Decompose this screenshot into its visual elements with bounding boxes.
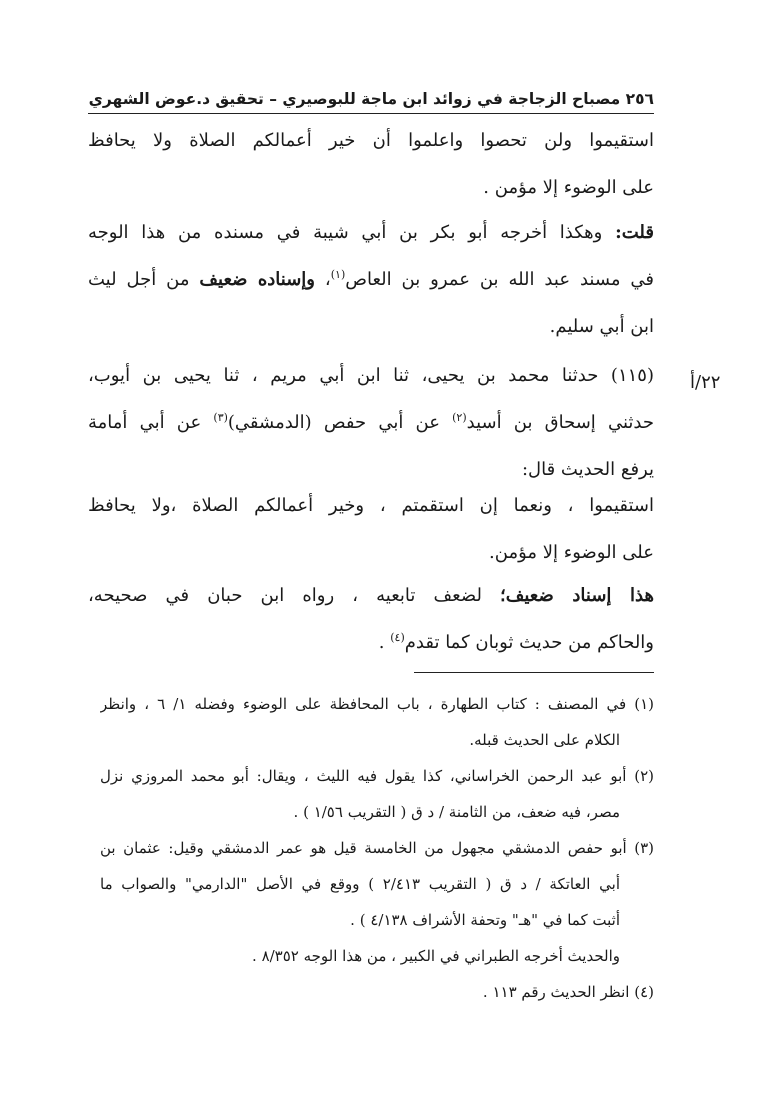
- running-header: ٢٥٦ مصباح الزجاجة في زوائد ابن ماجة للبوصيري – تحقيق د.عوض الشهري: [88, 90, 654, 108]
- paragraph-5: [88, 572, 654, 666]
- footnote-3-line: (٣) أبو حفص الدمشقي مجهول من الخامسة قيل هو عمر الدمشقي وقيل: عثمان بن: [100, 839, 654, 857]
- text-span: لضعف تابعيه ، رواه ابن حبان في صحيحه،: [88, 585, 501, 606]
- footnote-ref-1: (١): [330, 268, 346, 281]
- paragraph-4: [88, 482, 654, 576]
- text-line: (١١٥) حدثنا محمد بن يحيى، ثنا ابن أبي مريم ، ثنا يحيى بن أيوب،: [88, 365, 654, 386]
- text-line: يرفع الحديث قال:: [521, 459, 654, 480]
- footnotes: [100, 686, 654, 1010]
- footnote-1-line: (١) في المصنف : كتاب الطهارة ، باب المحافظة على الوضوء وفضله ١/ ٦ ، وانظر: [100, 695, 654, 713]
- paragraph-2: [88, 209, 654, 350]
- text-line: [88, 399, 654, 446]
- text-line: [88, 209, 654, 256]
- paragraph-1: [88, 117, 654, 211]
- bold-phrase: وإسناده ضعيف: [199, 269, 316, 290]
- text-line: على الوضوء إلا مؤمن .: [483, 177, 654, 198]
- margin-folio-note: ٢٢/أ: [690, 372, 721, 393]
- footnote-1-line: الكلام على الحديث قبله.: [469, 731, 620, 749]
- text-span: وهكذا أخرجه أبو بكر بن أبي شيبة في مسنده من هذا الوجه: [88, 222, 616, 243]
- text-span: عن أبي حفص (الدمشقي): [227, 412, 453, 433]
- footnote-ref-4: (٤): [390, 631, 405, 644]
- text-line: ابن أبي سليم.: [549, 316, 654, 337]
- text-span: ،: [315, 269, 331, 290]
- footnote-3-line: أثبت كما في "هـ" وتحفة الأشراف ٤/١٣٨ ) .: [350, 911, 620, 929]
- text-span: .: [378, 632, 391, 653]
- paragraph-3: [88, 352, 654, 493]
- text-span: من أجل ليث: [88, 269, 200, 290]
- footnote-ref-3: (٣): [213, 411, 228, 424]
- footnote-3-line: أبي العاتكة / د ق ( التقريب ٢/٤١٣ ) ووقع في الأصل "الدارمي" والصواب ما: [100, 875, 620, 893]
- footnote-ref-2: (٢): [452, 411, 467, 424]
- text-span: والحاكم من حديث ثوبان كما تقدم: [404, 632, 654, 653]
- qultu-lead: قلت:: [615, 222, 654, 243]
- footnote-separator: [414, 672, 654, 673]
- footnote-2-line: (٢) أبو عبد الرحمن الخراساني، كذا يقول فيه الليث ، ويقال: أبو محمد المروزي نزل: [100, 767, 654, 785]
- footnote-3-addendum: والحديث أخرجه الطبراني في الكبير ، من هذا الوجه ٨/٣٥٢ .: [252, 947, 620, 965]
- text-span: في مسند عبد الله بن عمرو بن العاص: [345, 269, 654, 290]
- header-rule: [88, 113, 654, 114]
- text-span: حدثني إسحاق بن أسيد: [466, 412, 654, 433]
- text-line: [88, 619, 654, 666]
- text-line: [88, 572, 654, 619]
- text-line: [88, 256, 654, 303]
- text-span: عن أبي أمامة: [88, 412, 214, 433]
- footnote-2-line: مصر، فيه ضعف، من الثامنة / د ق ( التقريب ١/٥٦ ) .: [293, 803, 620, 821]
- text-line: استقيموا ولن تحصوا واعلموا أن خير أعمالكم الصلاة ولا يحافظ: [88, 130, 654, 151]
- text-line: استقيموا ، ونعما إن استقمتم ، وخير أعمالكم الصلاة ،ولا يحافظ: [88, 495, 654, 516]
- footnote-4-line: (٤) انظر الحديث رقم ١١٣ .: [482, 983, 654, 1001]
- bold-phrase: هذا إسناد ضعيف؛: [500, 585, 654, 606]
- text-line: على الوضوء إلا مؤمن.: [489, 542, 654, 563]
